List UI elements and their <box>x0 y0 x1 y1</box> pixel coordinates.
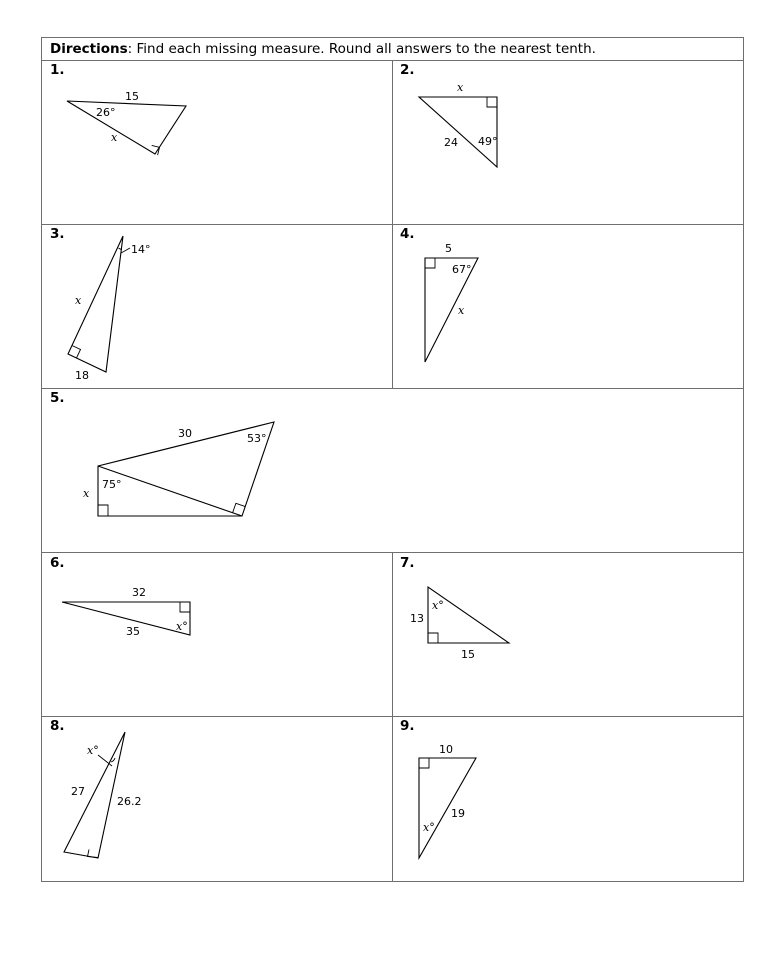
triangle-diagram-7 <box>410 587 509 661</box>
unknown-label: x <box>458 304 465 317</box>
angle-label: 14° <box>131 243 151 256</box>
side-label: 26.2 <box>117 795 142 808</box>
unknown-label: x° <box>423 821 435 834</box>
side-label: 35 <box>126 625 140 638</box>
unknown-label: x° <box>176 620 188 633</box>
problem-number: 2. <box>400 62 415 78</box>
problem-number: 5. <box>50 390 65 406</box>
unknown-label: x <box>83 487 90 500</box>
triangle-diagram-4 <box>425 242 478 362</box>
problem-number: 3. <box>50 226 65 242</box>
problem-number: 7. <box>400 555 415 571</box>
angle-label: 75° <box>102 478 122 491</box>
angle-label: 49° <box>478 135 498 148</box>
triangle-diagram-2 <box>419 81 498 167</box>
side-label: 24 <box>444 136 458 149</box>
triangle-diagram-8 <box>64 732 142 858</box>
triangle-diagram-1 <box>67 90 186 155</box>
side-label: 13 <box>410 612 424 625</box>
unknown-label: x <box>111 131 118 144</box>
directions-label: Directions <box>50 41 128 57</box>
angle-label: 53° <box>247 432 267 445</box>
problem-number: 6. <box>50 555 65 571</box>
side-label: 30 <box>178 427 192 440</box>
side-label: 10 <box>439 743 453 756</box>
unknown-label: x° <box>432 599 444 612</box>
unknown-label: x <box>75 294 82 307</box>
side-label: 27 <box>71 785 85 798</box>
directions-body: : Find each missing measure. Round all answers to the nearest tenth. <box>127 41 596 57</box>
side-label: 15 <box>461 648 475 661</box>
angle-label: 26° <box>96 106 116 119</box>
side-label: 18 <box>75 369 89 382</box>
triangle-diagram-3 <box>68 236 151 382</box>
triangle-diagram-5 <box>83 422 274 516</box>
unknown-label: x <box>457 81 464 94</box>
side-label: 32 <box>132 586 146 599</box>
problem-number: 9. <box>400 718 415 734</box>
problem-number: 1. <box>50 62 65 78</box>
side-label: 15 <box>125 90 139 103</box>
angle-label: 67° <box>452 263 472 276</box>
problem-number: 8. <box>50 718 65 734</box>
triangle-diagram-9 <box>419 743 476 858</box>
side-label: 19 <box>451 807 465 820</box>
side-label: 5 <box>445 242 452 255</box>
triangle-diagram-6 <box>62 586 190 638</box>
unknown-label: x° <box>87 744 99 757</box>
problem-number: 4. <box>400 226 415 242</box>
